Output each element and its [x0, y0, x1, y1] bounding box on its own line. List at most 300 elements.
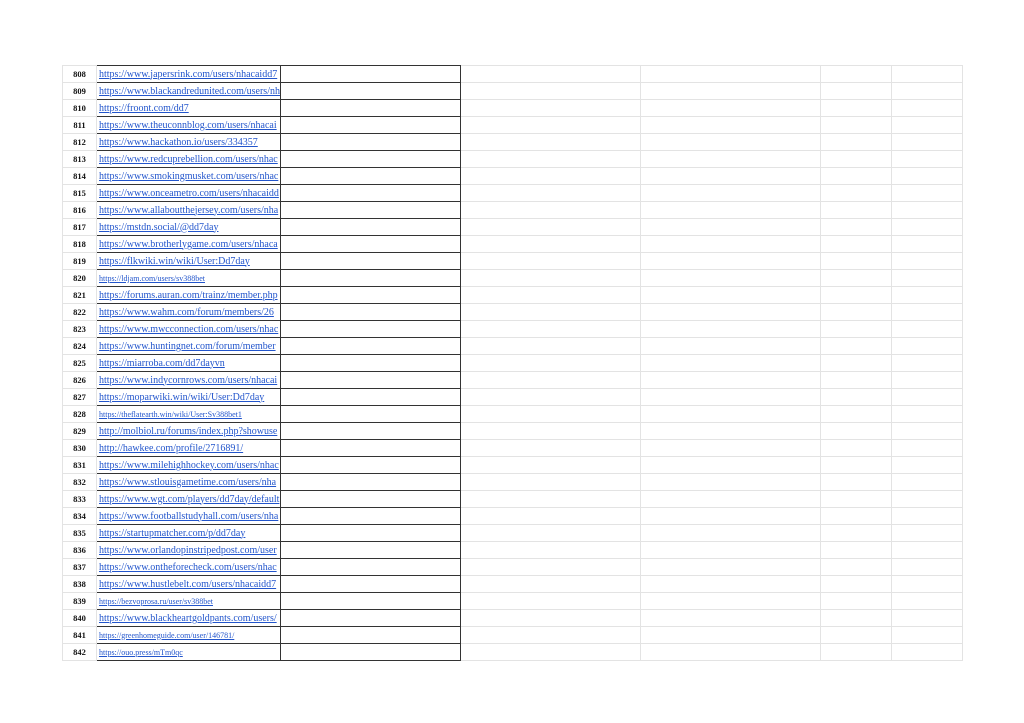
table-row	[63, 508, 963, 525]
empty-cell	[820, 355, 891, 372]
empty-cell	[640, 219, 820, 236]
empty-cell	[460, 270, 640, 287]
row-number: 813	[63, 151, 97, 168]
empty-cell	[820, 627, 891, 644]
empty-cell	[460, 202, 640, 219]
url-link[interactable]: https://www.redcuprebellion.com/users/nhac	[99, 153, 278, 165]
row-number: 817	[63, 219, 97, 236]
empty-cell	[891, 134, 962, 151]
empty-cell	[820, 474, 891, 491]
empty-cell	[460, 627, 640, 644]
url-link[interactable]: https://www.wahm.com/forum/members/26	[99, 306, 274, 318]
empty-cell	[640, 304, 820, 321]
empty-cell	[891, 202, 962, 219]
empty-cell	[640, 287, 820, 304]
empty-cell	[640, 270, 820, 287]
empty-cell	[280, 236, 460, 253]
row-number: 825	[63, 355, 97, 372]
empty-cell	[640, 100, 820, 117]
row-number: 838	[63, 576, 97, 593]
empty-cell	[640, 253, 820, 270]
url-cell	[97, 644, 281, 661]
url-link[interactable]: https://www.orlandopinstripedpost.com/user	[99, 544, 277, 556]
empty-cell	[820, 236, 891, 253]
empty-cell	[280, 304, 460, 321]
empty-cell	[460, 525, 640, 542]
empty-cell	[460, 338, 640, 355]
table-row	[63, 83, 963, 100]
url-cell	[97, 287, 281, 304]
empty-cell	[460, 287, 640, 304]
empty-cell	[280, 287, 460, 304]
empty-cell	[460, 508, 640, 525]
url-link[interactable]: https://startupmatcher.com/p/dd7day	[99, 527, 246, 539]
empty-cell	[820, 253, 891, 270]
url-link[interactable]: https://bezvoprosa.ru/user/sv388bet	[99, 596, 213, 606]
empty-cell	[280, 100, 460, 117]
empty-cell	[640, 491, 820, 508]
empty-cell	[460, 389, 640, 406]
url-link[interactable]: https://www.mwcconnection.com/users/nhac	[99, 323, 279, 335]
empty-cell	[820, 389, 891, 406]
row-number: 836	[63, 542, 97, 559]
empty-cell	[280, 610, 460, 627]
url-cell	[97, 185, 281, 202]
empty-cell	[891, 627, 962, 644]
url-cell	[97, 457, 281, 474]
empty-cell	[280, 117, 460, 134]
row-number: 820	[63, 270, 97, 287]
empty-cell	[820, 525, 891, 542]
empty-cell	[280, 270, 460, 287]
empty-cell	[891, 83, 962, 100]
empty-cell	[820, 508, 891, 525]
empty-cell	[640, 134, 820, 151]
empty-cell	[280, 202, 460, 219]
row-number: 833	[63, 491, 97, 508]
row-number: 824	[63, 338, 97, 355]
empty-cell	[280, 644, 460, 661]
empty-cell	[460, 151, 640, 168]
row-number: 831	[63, 457, 97, 474]
empty-cell	[640, 610, 820, 627]
empty-cell	[280, 491, 460, 508]
url-cell	[97, 66, 281, 83]
empty-cell	[460, 559, 640, 576]
empty-cell	[820, 270, 891, 287]
row-number: 841	[63, 627, 97, 644]
empty-cell	[640, 236, 820, 253]
row-number: 815	[63, 185, 97, 202]
empty-cell	[891, 542, 962, 559]
empty-cell	[280, 440, 460, 457]
empty-cell	[640, 457, 820, 474]
empty-cell	[891, 406, 962, 423]
url-link[interactable]: https://www.hustlebelt.com/users/nhacaidd7	[99, 578, 277, 590]
empty-cell	[891, 457, 962, 474]
table-row	[63, 593, 963, 610]
empty-cell	[280, 525, 460, 542]
empty-cell	[640, 372, 820, 389]
url-cell	[97, 627, 281, 644]
empty-cell	[891, 219, 962, 236]
url-link[interactable]: https://www.japersrink.com/users/nhacaidd7	[99, 68, 278, 80]
url-link[interactable]: https://theflatearth.win/wiki/User:Sv388bet1	[99, 409, 242, 419]
empty-cell	[640, 627, 820, 644]
row-number: 821	[63, 287, 97, 304]
empty-cell	[280, 355, 460, 372]
empty-cell	[460, 644, 640, 661]
empty-cell	[460, 372, 640, 389]
empty-cell	[640, 542, 820, 559]
empty-cell	[460, 576, 640, 593]
url-link[interactable]: https://www.ontheforecheck.com/users/nhac	[99, 561, 277, 573]
empty-cell	[891, 440, 962, 457]
empty-cell	[640, 440, 820, 457]
url-cell	[97, 372, 281, 389]
table-row	[63, 185, 963, 202]
empty-cell	[891, 525, 962, 542]
url-cell	[97, 610, 281, 627]
url-link[interactable]: https://www.stlouisgametime.com/users/nha	[99, 476, 277, 488]
url-link[interactable]: https://www.wgt.com/players/dd7day/default	[99, 493, 280, 505]
empty-cell	[460, 236, 640, 253]
empty-cell	[820, 406, 891, 423]
row-number: 829	[63, 423, 97, 440]
empty-cell	[460, 355, 640, 372]
table-row	[63, 287, 963, 304]
spreadsheet-body	[63, 66, 963, 661]
table-row	[63, 457, 963, 474]
empty-cell	[280, 576, 460, 593]
url-link[interactable]: https://www.theuconnblog.com/users/nhacai	[99, 119, 277, 131]
empty-cell	[820, 576, 891, 593]
url-cell	[97, 270, 281, 287]
url-cell	[97, 542, 281, 559]
table-row	[63, 219, 963, 236]
empty-cell	[820, 287, 891, 304]
empty-cell	[820, 117, 891, 134]
empty-cell	[280, 457, 460, 474]
table-row	[63, 304, 963, 321]
table-row	[63, 66, 963, 83]
empty-cell	[891, 389, 962, 406]
table-row	[63, 372, 963, 389]
empty-cell	[891, 491, 962, 508]
empty-cell	[640, 559, 820, 576]
empty-cell	[820, 542, 891, 559]
empty-cell	[891, 508, 962, 525]
empty-cell	[891, 593, 962, 610]
empty-cell	[820, 457, 891, 474]
url-link[interactable]: http://hawkee.com/profile/2716891/	[99, 442, 244, 454]
empty-cell	[820, 185, 891, 202]
empty-cell	[460, 66, 640, 83]
url-link[interactable]: https://ouo.press/mTm0qc	[99, 647, 183, 657]
empty-cell	[891, 151, 962, 168]
spreadsheet-table	[62, 65, 963, 661]
empty-cell	[640, 644, 820, 661]
url-cell	[97, 423, 281, 440]
empty-cell	[891, 253, 962, 270]
url-link[interactable]: https://moparwiki.win/wiki/User:Dd7day	[99, 391, 265, 403]
empty-cell	[460, 253, 640, 270]
empty-cell	[891, 236, 962, 253]
url-link[interactable]: https://www.indycornrows.com/users/nhacai	[99, 374, 278, 386]
url-cell	[97, 576, 281, 593]
empty-cell	[460, 474, 640, 491]
url-link[interactable]: https://mstdn.social/@dd7day	[99, 221, 219, 233]
empty-cell	[280, 627, 460, 644]
empty-cell	[280, 253, 460, 270]
url-cell	[97, 202, 281, 219]
table-row	[63, 151, 963, 168]
empty-cell	[640, 406, 820, 423]
url-link[interactable]: https://miarroba.com/dd7dayvn	[99, 357, 225, 369]
row-number: 840	[63, 610, 97, 627]
empty-cell	[820, 423, 891, 440]
empty-cell	[820, 321, 891, 338]
table-row	[63, 627, 963, 644]
empty-cell	[891, 168, 962, 185]
empty-cell	[891, 321, 962, 338]
empty-cell	[460, 83, 640, 100]
empty-cell	[640, 525, 820, 542]
empty-cell	[280, 338, 460, 355]
empty-cell	[280, 219, 460, 236]
empty-cell	[460, 610, 640, 627]
empty-cell	[891, 423, 962, 440]
url-cell	[97, 134, 281, 151]
url-cell	[97, 151, 281, 168]
url-cell	[97, 253, 281, 270]
row-number: 809	[63, 83, 97, 100]
table-row	[63, 270, 963, 287]
empty-cell	[820, 100, 891, 117]
row-number: 839	[63, 593, 97, 610]
empty-cell	[640, 576, 820, 593]
url-cell	[97, 236, 281, 253]
empty-cell	[460, 542, 640, 559]
url-cell	[97, 474, 281, 491]
empty-cell	[891, 66, 962, 83]
empty-cell	[891, 355, 962, 372]
empty-cell	[280, 185, 460, 202]
url-cell	[97, 440, 281, 457]
empty-cell	[640, 423, 820, 440]
url-cell	[97, 406, 281, 423]
url-link[interactable]: https://www.blackheartgoldpants.com/users/	[99, 612, 277, 624]
table-row	[63, 610, 963, 627]
url-link[interactable]: https://www.blackandredunited.com/users/nh	[99, 85, 280, 97]
row-number: 835	[63, 525, 97, 542]
table-row	[63, 355, 963, 372]
url-link[interactable]: https://www.milehighhockey.com/users/nhac	[99, 459, 279, 471]
empty-cell	[280, 423, 460, 440]
empty-cell	[280, 83, 460, 100]
row-number: 822	[63, 304, 97, 321]
table-row	[63, 321, 963, 338]
empty-cell	[820, 168, 891, 185]
url-cell	[97, 117, 281, 134]
empty-cell	[460, 321, 640, 338]
row-number: 828	[63, 406, 97, 423]
row-number: 814	[63, 168, 97, 185]
empty-cell	[640, 593, 820, 610]
empty-cell	[820, 610, 891, 627]
empty-cell	[460, 593, 640, 610]
row-number: 842	[63, 644, 97, 661]
empty-cell	[891, 474, 962, 491]
empty-cell	[460, 423, 640, 440]
empty-cell	[891, 270, 962, 287]
url-cell	[97, 389, 281, 406]
table-row	[63, 406, 963, 423]
empty-cell	[820, 134, 891, 151]
url-cell	[97, 168, 281, 185]
empty-cell	[640, 185, 820, 202]
empty-cell	[640, 168, 820, 185]
empty-cell	[891, 559, 962, 576]
row-number: 811	[63, 117, 97, 134]
url-link[interactable]: https://flkwiki.win/wiki/User:Dd7day	[99, 255, 250, 267]
url-link[interactable]: https://www.allaboutthejersey.com/users/nha	[99, 204, 279, 216]
row-number: 808	[63, 66, 97, 83]
empty-cell	[820, 440, 891, 457]
empty-cell	[460, 100, 640, 117]
row-number: 830	[63, 440, 97, 457]
empty-cell	[891, 185, 962, 202]
empty-cell	[820, 559, 891, 576]
url-cell	[97, 219, 281, 236]
empty-cell	[280, 66, 460, 83]
empty-cell	[820, 372, 891, 389]
empty-cell	[460, 168, 640, 185]
empty-cell	[640, 66, 820, 83]
table-row	[63, 525, 963, 542]
empty-cell	[460, 491, 640, 508]
table-row	[63, 117, 963, 134]
empty-cell	[460, 134, 640, 151]
row-number: 837	[63, 559, 97, 576]
empty-cell	[820, 66, 891, 83]
url-link[interactable]: https://www.smokingmusket.com/users/nhac	[99, 170, 279, 182]
empty-cell	[460, 185, 640, 202]
empty-cell	[820, 593, 891, 610]
empty-cell	[820, 644, 891, 661]
empty-cell	[891, 117, 962, 134]
empty-cell	[460, 440, 640, 457]
empty-cell	[280, 151, 460, 168]
row-number: 818	[63, 236, 97, 253]
empty-cell	[280, 474, 460, 491]
row-number: 819	[63, 253, 97, 270]
table-row	[63, 389, 963, 406]
empty-cell	[280, 508, 460, 525]
empty-cell	[640, 321, 820, 338]
row-number: 834	[63, 508, 97, 525]
empty-cell	[640, 151, 820, 168]
row-number: 832	[63, 474, 97, 491]
table-row	[63, 338, 963, 355]
empty-cell	[640, 508, 820, 525]
url-link[interactable]: http://molbiol.ru/forums/index.php?showuse	[99, 425, 278, 437]
table-row	[63, 559, 963, 576]
table-row	[63, 491, 963, 508]
row-number: 810	[63, 100, 97, 117]
empty-cell	[891, 338, 962, 355]
row-number: 826	[63, 372, 97, 389]
url-link[interactable]: https://www.footballstudyhall.com/users/nha	[99, 510, 279, 522]
url-link[interactable]: https://www.onceametro.com/users/nhacaidd	[99, 187, 279, 199]
empty-cell	[640, 474, 820, 491]
url-cell	[97, 355, 281, 372]
url-cell	[97, 338, 281, 355]
row-number: 823	[63, 321, 97, 338]
url-cell	[97, 100, 281, 117]
table-row	[63, 474, 963, 491]
url-cell	[97, 491, 281, 508]
url-cell	[97, 304, 281, 321]
empty-cell	[820, 83, 891, 100]
url-cell	[97, 321, 281, 338]
table-row	[63, 168, 963, 185]
url-cell	[97, 593, 281, 610]
row-number: 812	[63, 134, 97, 151]
empty-cell	[640, 355, 820, 372]
row-number: 816	[63, 202, 97, 219]
url-link[interactable]: https://ldjam.com/users/sv388bet	[99, 273, 205, 283]
empty-cell	[460, 117, 640, 134]
empty-cell	[280, 134, 460, 151]
empty-cell	[820, 491, 891, 508]
empty-cell	[891, 100, 962, 117]
table-row	[63, 440, 963, 457]
empty-cell	[820, 151, 891, 168]
empty-cell	[640, 338, 820, 355]
url-link[interactable]: https://greenhomeguide.com/user/146781/	[99, 630, 235, 640]
table-row	[63, 134, 963, 151]
empty-cell	[891, 576, 962, 593]
url-cell	[97, 83, 281, 100]
table-row	[63, 100, 963, 117]
url-link[interactable]: https://froont.com/dd7	[99, 102, 189, 114]
url-link[interactable]: https://www.hackathon.io/users/334357	[99, 136, 258, 148]
empty-cell	[891, 610, 962, 627]
empty-cell	[640, 83, 820, 100]
table-row	[63, 644, 963, 661]
empty-cell	[460, 406, 640, 423]
empty-cell	[460, 304, 640, 321]
url-link[interactable]: https://www.huntingnet.com/forum/member	[99, 340, 276, 352]
url-link[interactable]: https://www.brotherlygame.com/users/nhaca	[99, 238, 278, 250]
empty-cell	[280, 389, 460, 406]
table-row	[63, 253, 963, 270]
empty-cell	[891, 372, 962, 389]
url-link[interactable]: https://forums.auran.com/trainz/member.php	[99, 289, 278, 301]
empty-cell	[820, 304, 891, 321]
empty-cell	[280, 372, 460, 389]
empty-cell	[460, 457, 640, 474]
empty-cell	[640, 202, 820, 219]
table-row	[63, 202, 963, 219]
empty-cell	[820, 338, 891, 355]
empty-cell	[891, 644, 962, 661]
url-cell	[97, 559, 281, 576]
table-row	[63, 576, 963, 593]
empty-cell	[280, 542, 460, 559]
empty-cell	[280, 593, 460, 610]
